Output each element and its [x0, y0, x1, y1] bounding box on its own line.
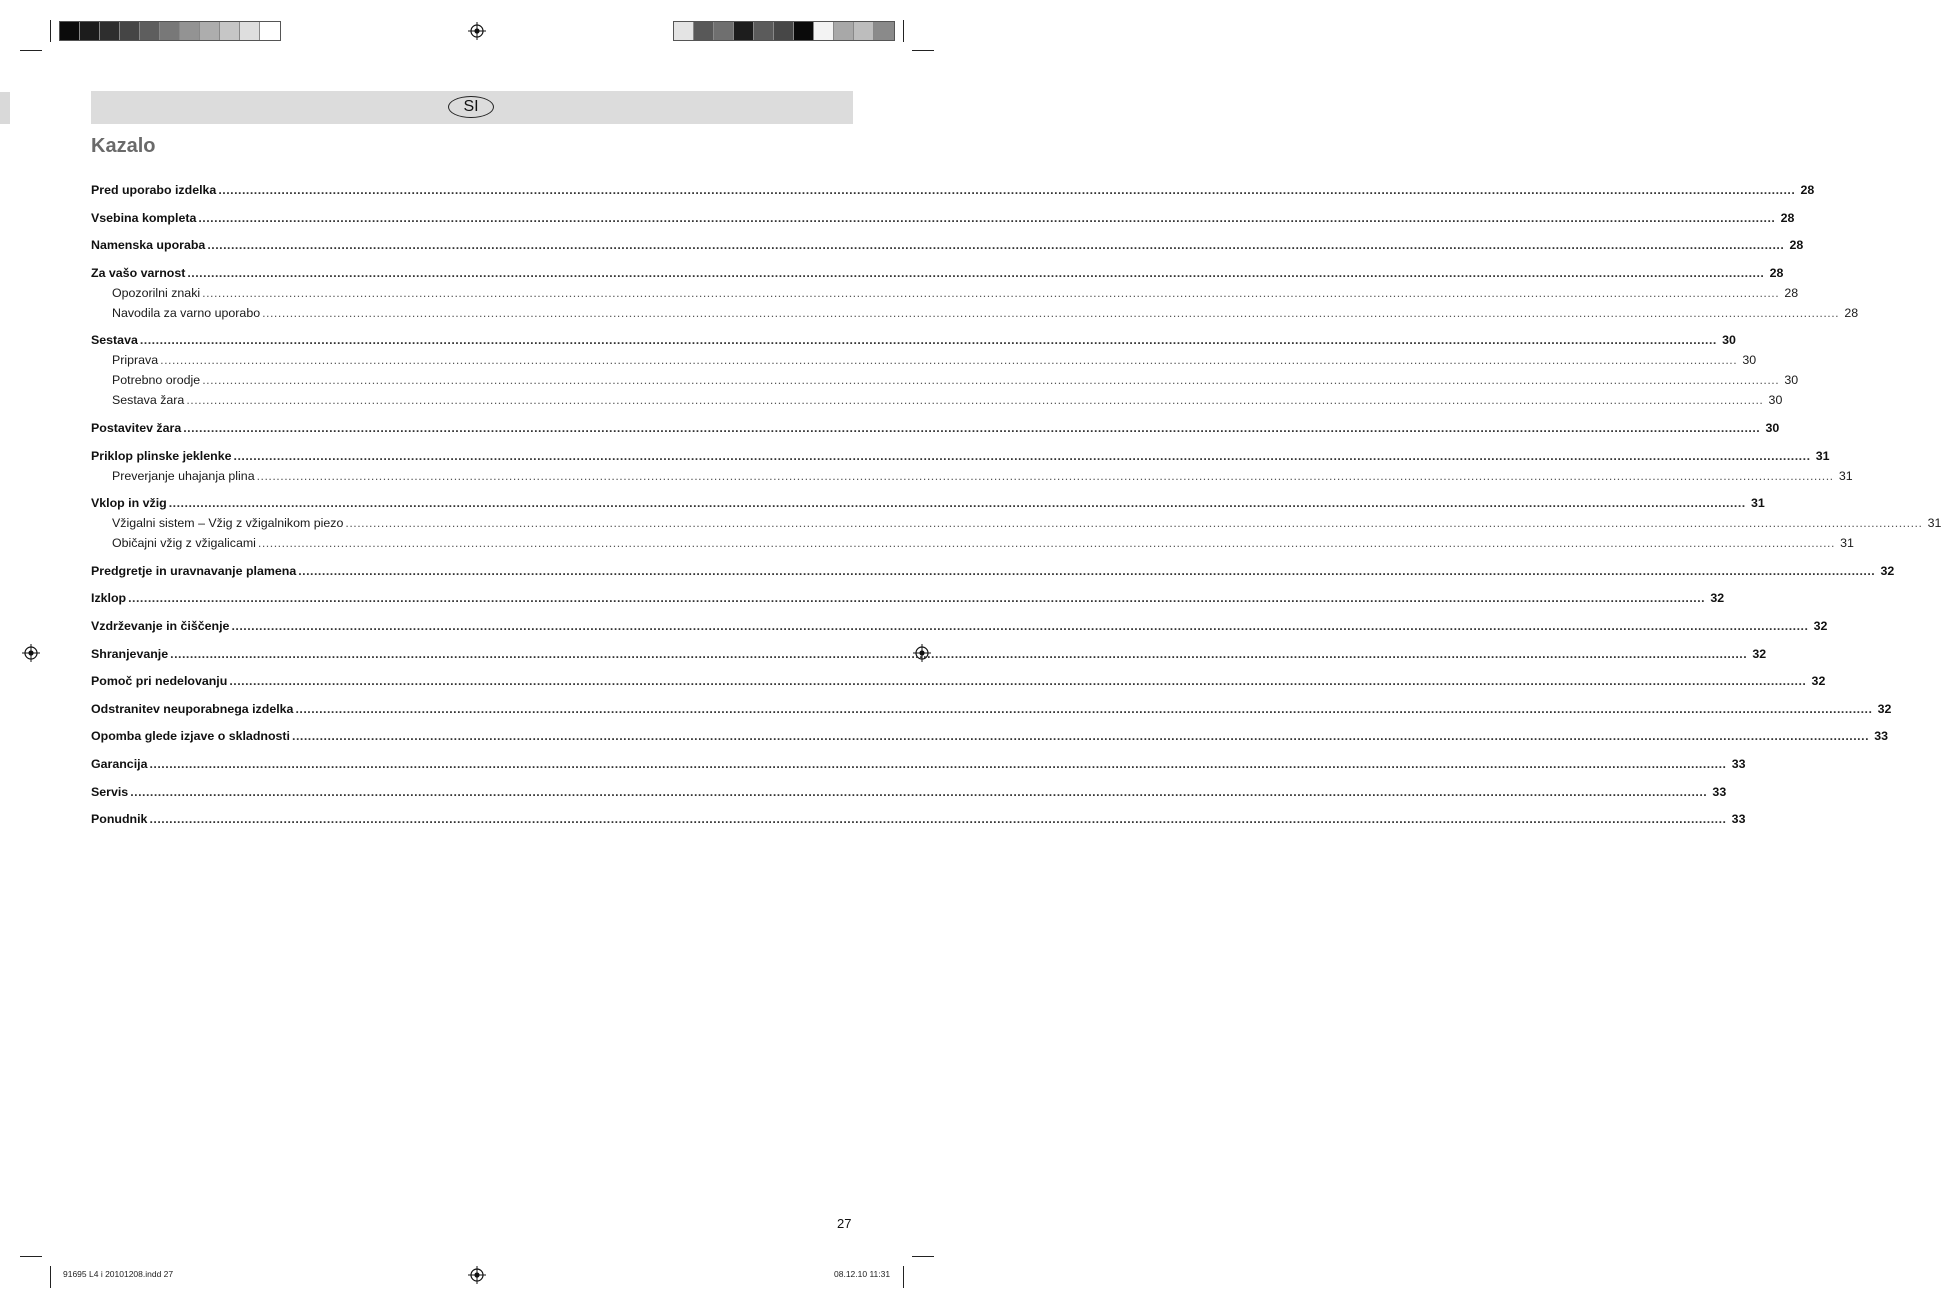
toc-entry-label: Izklop	[91, 591, 127, 606]
color-swatch	[674, 22, 694, 40]
toc-entry-page: 33	[1874, 729, 1889, 744]
toc-leader-dots: ................................................................................................................................................................................................................................................................................................................................................................................................................	[168, 496, 1746, 511]
toc-entry-page: 33	[1731, 812, 1746, 827]
toc-subentry[interactable]	[91, 370, 1799, 390]
toc-entry-label: Opomba glede izjave o skladnosti	[91, 729, 290, 744]
file-slug: 91695 L4 i 20101208.indd 27	[63, 1269, 174, 1279]
color-swatch	[220, 22, 240, 40]
toc-entry[interactable]	[91, 561, 1895, 581]
toc-leader-dots: ................................................................................................................................................................................................................................................................................................................................................................................................................	[202, 373, 1780, 388]
toc-leader-dots: ................................................................................................................................................................................................................................................................................................................................................................................................................	[207, 238, 1785, 253]
toc-entry-label: Preverjanje uhajanja plina	[112, 468, 255, 483]
color-swatch	[814, 22, 834, 40]
toc-leader-dots: ................................................................................................................................................................................................................................................................................................................................................................................................................	[202, 285, 1780, 300]
toc-entry-page: 31	[1815, 448, 1830, 463]
color-swatch	[874, 22, 894, 40]
color-swatch	[714, 22, 734, 40]
toc-subentry[interactable]	[91, 533, 1854, 553]
toc-leader-dots: ................................................................................................................................................................................................................................................................................................................................................................................................................	[233, 448, 1811, 463]
toc-entry-page: 32	[1710, 591, 1725, 606]
toc-entry[interactable]	[91, 699, 1892, 719]
toc-entry-label: Sestava	[91, 333, 138, 348]
color-swatch	[120, 22, 140, 40]
toc-entry[interactable]	[91, 263, 1784, 283]
toc-entry-page: 31	[1927, 516, 1941, 531]
language-header-band	[91, 91, 853, 124]
toc-leader-dots: ................................................................................................................................................................................................................................................................................................................................................................................................................	[257, 536, 1835, 551]
toc-subentry[interactable]	[91, 513, 1941, 533]
language-badge: SI	[448, 96, 494, 118]
toc-leader-dots: ................................................................................................................................................................................................................................................................................................................................................................................................................	[186, 393, 1764, 408]
toc-entry[interactable]	[91, 671, 1826, 691]
toc-entry-page: 33	[1731, 756, 1746, 771]
toc-entry-label: Vklop in vžig	[91, 496, 167, 511]
toc-entry-label: Vsebina kompleta	[91, 210, 197, 225]
toc-entry-page: 28	[1780, 210, 1795, 225]
toc-entry-label: Priprava	[112, 353, 159, 368]
toc-entry-label: Običajni vžig z vžigalicami	[112, 536, 256, 551]
toc-entry-page: 28	[1800, 183, 1815, 197]
crop-mark	[912, 50, 934, 51]
toc-entry-page: 30	[1784, 373, 1799, 388]
toc-leader-dots: ................................................................................................................................................................................................................................................................................................................................................................................................................	[218, 183, 1796, 197]
toc-entry[interactable]	[91, 330, 1736, 350]
color-swatch	[260, 22, 280, 40]
toc-entry-label: Servis	[91, 784, 129, 799]
page-edge-tab	[0, 92, 10, 124]
toc-entry[interactable]	[91, 588, 1725, 608]
registration-mark-icon	[468, 22, 486, 40]
color-swatch	[854, 22, 874, 40]
toc-entry[interactable]	[91, 446, 1830, 466]
toc-leader-dots: ................................................................................................................................................................................................................................................................................................................................................................................................................	[256, 468, 1834, 483]
toc-entry-label: Namenska uporaba	[91, 238, 206, 253]
toc-leader-dots: ................................................................................................................................................................................................................................................................................................................................................................................................................	[170, 646, 1748, 661]
color-swatch	[754, 22, 774, 40]
toc-entry[interactable]	[91, 782, 1727, 802]
date-slug: 08.12.10 11:31	[834, 1269, 891, 1279]
toc-entry-page: 31	[1840, 536, 1854, 551]
crop-mark	[20, 1256, 42, 1257]
color-swatch	[734, 22, 754, 40]
toc-entry-page: 28	[1789, 238, 1804, 253]
toc-entry[interactable]	[91, 754, 1746, 774]
toc-leader-dots: ................................................................................................................................................................................................................................................................................................................................................................................................................	[298, 563, 1876, 578]
toc-entry[interactable]	[91, 809, 1746, 829]
toc-leader-dots: ................................................................................................................................................................................................................................................................................................................................................................................................................	[292, 729, 1870, 744]
toc-entry-label: Postavitev žara	[91, 420, 182, 435]
toc-leader-dots: ................................................................................................................................................................................................................................................................................................................................................................................................................	[139, 333, 1717, 348]
toc-entry[interactable]	[91, 726, 1889, 746]
color-swatch	[100, 22, 120, 40]
page-number: 27	[837, 1216, 852, 1231]
toc-entry-page: 32	[1811, 674, 1826, 689]
toc-entry-page: 30	[1765, 420, 1780, 435]
toc-leader-dots: ................................................................................................................................................................................................................................................................................................................................................................................................................	[262, 305, 1840, 320]
color-swatch	[694, 22, 714, 40]
toc-leader-dots: ................................................................................................................................................................................................................................................................................................................................................................................................................	[345, 516, 1923, 531]
toc-entry-label: Priklop plinske jeklenke	[91, 448, 232, 463]
toc-entry-label: Odstranitev neuporabnega izdelka	[91, 701, 294, 716]
color-swatch	[140, 22, 160, 40]
toc-entry-label: Navodila za varno uporabo	[112, 305, 261, 320]
toc-entry-label: Garancija	[91, 756, 148, 771]
toc-entry[interactable]	[91, 644, 1767, 664]
toc-leader-dots: ................................................................................................................................................................................................................................................................................................................................................................................................................	[130, 784, 1708, 799]
toc-subentry[interactable]	[91, 303, 1859, 323]
toc-entry-label: Shranjevanje	[91, 646, 169, 661]
color-swatch	[774, 22, 794, 40]
toc-leader-dots: ................................................................................................................................................................................................................................................................................................................................................................................................................	[149, 756, 1727, 771]
toc-leader-dots: ................................................................................................................................................................................................................................................................................................................................................................................................................	[187, 265, 1765, 280]
toc-entry[interactable]	[91, 493, 1765, 513]
toc-entry-label: Vzdrževanje in čiščenje	[91, 618, 230, 633]
registration-mark-icon	[468, 1266, 486, 1284]
toc-entry-label: Sestava žara	[112, 393, 185, 408]
toc-entry-page: 28	[1769, 265, 1784, 280]
toc-leader-dots: ................................................................................................................................................................................................................................................................................................................................................................................................................	[229, 674, 1807, 689]
toc-leader-dots: ................................................................................................................................................................................................................................................................................................................................................................................................................	[149, 812, 1727, 827]
color-calibration-bar-left	[59, 21, 281, 41]
crop-mark	[20, 50, 42, 51]
toc-leader-dots: ................................................................................................................................................................................................................................................................................................................................................................................................................	[295, 701, 1873, 716]
toc-entry-label: Pomoč pri nedelovanju	[91, 674, 228, 689]
toc-entry-page: 31	[1838, 468, 1853, 483]
color-swatch	[160, 22, 180, 40]
crop-mark	[50, 1266, 51, 1288]
toc-entry-label: Potrebno orodje	[112, 373, 201, 388]
toc-entry-page: 30	[1722, 333, 1736, 348]
toc-entry-label: Ponudnik	[91, 812, 148, 827]
toc-leader-dots: ................................................................................................................................................................................................................................................................................................................................................................................................................	[198, 210, 1776, 225]
toc-entry-page: 30	[1768, 393, 1783, 408]
toc-entry-label: Vžigalni sistem – Vžig z vžigalnikom piezo	[112, 516, 344, 531]
toc-leader-dots: ................................................................................................................................................................................................................................................................................................................................................................................................................	[160, 353, 1738, 368]
toc-entry-page: 28	[1844, 305, 1859, 320]
crop-mark	[50, 20, 51, 42]
color-swatch	[80, 22, 100, 40]
toc-subentry[interactable]	[91, 466, 1853, 486]
toc-entry[interactable]	[91, 180, 1815, 200]
crop-mark	[903, 20, 904, 42]
toc-leader-dots: ................................................................................................................................................................................................................................................................................................................................................................................................................	[183, 420, 1761, 435]
toc-entry-label: Za vašo varnost	[91, 265, 186, 280]
color-swatch	[60, 22, 80, 40]
toc-entry-page: 31	[1750, 496, 1765, 511]
color-swatch	[794, 22, 814, 40]
crop-mark	[912, 1256, 934, 1257]
table-of-contents	[91, 180, 1941, 829]
toc-subentry[interactable]	[91, 283, 1799, 303]
color-swatch	[200, 22, 220, 40]
color-calibration-bar-right	[673, 21, 895, 41]
color-swatch	[240, 22, 260, 40]
toc-entry-page: 32	[1880, 563, 1895, 578]
color-swatch	[834, 22, 854, 40]
toc-entry-page: 30	[1742, 353, 1757, 368]
toc-leader-dots: ................................................................................................................................................................................................................................................................................................................................................................................................................	[128, 591, 1706, 606]
toc-entry-page: 32	[1752, 646, 1767, 661]
toc-subentry[interactable]	[91, 350, 1757, 370]
toc-leader-dots: ................................................................................................................................................................................................................................................................................................................................................................................................................	[231, 618, 1809, 633]
page-title: Kazalo	[91, 135, 156, 157]
toc-entry[interactable]	[91, 418, 1780, 438]
toc-entry-page: 28	[1784, 285, 1799, 300]
toc-entry-label: Pred uporabo izdelka	[91, 183, 217, 197]
toc-subentry[interactable]	[91, 390, 1783, 410]
toc-entry-page: 33	[1712, 784, 1727, 799]
toc-entry[interactable]	[91, 616, 1828, 636]
toc-entry-label: Predgretje in uravnavanje plamena	[91, 563, 297, 578]
toc-entry[interactable]	[91, 208, 1795, 228]
color-swatch	[180, 22, 200, 40]
toc-entry-page: 32	[1813, 618, 1828, 633]
toc-entry-label: Opozorilni znaki	[112, 285, 201, 300]
toc-entry-page: 32	[1877, 701, 1892, 716]
crop-mark	[903, 1266, 904, 1288]
toc-entry[interactable]	[91, 235, 1804, 255]
registration-mark-icon	[22, 644, 40, 662]
